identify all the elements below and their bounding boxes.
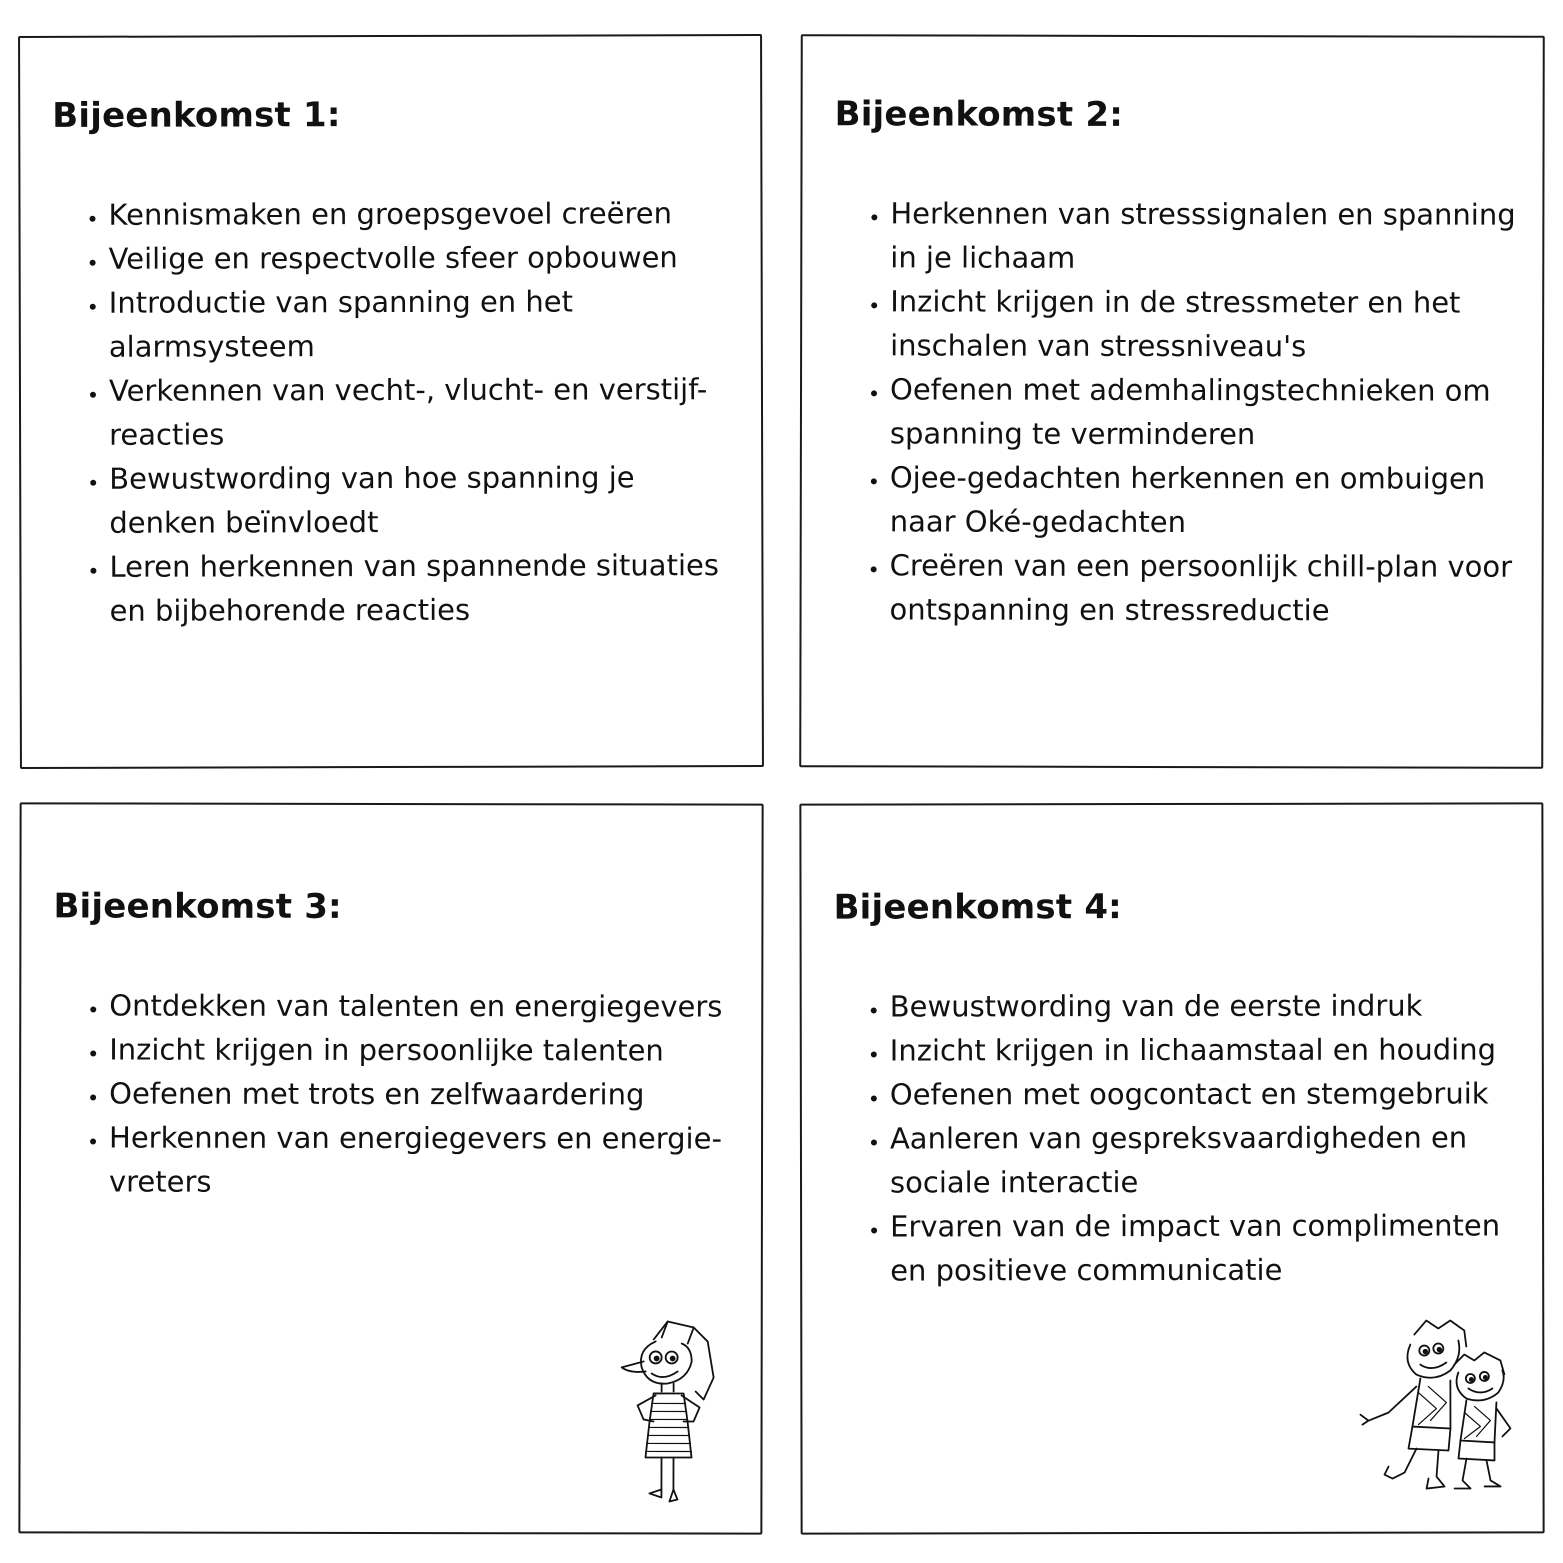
- card-title: Bijeenkomst 2:: [834, 94, 1124, 135]
- list-item: • Bewustwording van hoe spanning je denken beïnvloedt: [109, 455, 743, 545]
- list-item: • Ojee-gedachten herkennen en ombuigen naar Oké-gedachten: [890, 455, 1524, 544]
- list-item: • Inzicht krijgen in lichaamstaal en houding: [890, 1027, 1524, 1072]
- card-title: Bijeenkomst 3:: [53, 886, 342, 927]
- list-item: • Oefenen met oogcontact en stemgebruik: [890, 1071, 1524, 1116]
- card-bijeenkomst-4: [799, 802, 1544, 1534]
- two-kids-walking-cartoon-icon: [1354, 1316, 1524, 1496]
- topic-list: [834, 983, 1525, 1292]
- list-item: • Introductie van spanning en het alarmsysteem: [109, 279, 743, 369]
- card-bijeenkomst-3: [18, 802, 763, 1534]
- list-item: • Leren herkennen van spannende situaties en bijbehorende reacties: [109, 543, 743, 633]
- list-item: • Oefenen met trots en zelfwaardering: [109, 1072, 743, 1117]
- list-item: • Creëren van een persoonlijk chill-plan voor ontspanning en stressreductie: [890, 543, 1524, 632]
- list-item: • Veilige en respectvolle sfeer opbouwen: [109, 235, 743, 281]
- list-item: • Inzicht krijgen in persoonlijke talenten: [109, 1028, 743, 1073]
- list-item: • Bewustwording van de eerste indruk: [890, 983, 1524, 1028]
- list-item: • Herkennen van stresssignalen en spanning in je lichaam: [890, 191, 1524, 280]
- topic-list: [53, 983, 743, 1204]
- list-item: • Ervaren van de impact van complimenten en positieve communicatie: [890, 1203, 1524, 1292]
- card-bijeenkomst-2: [799, 34, 1545, 769]
- girl-cartoon-icon: [595, 1317, 725, 1507]
- card-title: Bijeenkomst 4:: [833, 887, 1123, 928]
- list-item: • Herkennen van energiegevers en energie-vreters: [109, 1116, 743, 1205]
- list-item: • Verkennen van vecht-, vlucht- en verstijf-reacties: [109, 367, 743, 457]
- list-item: • Aanleren van gespreksvaardigheden en sociale interactie: [890, 1115, 1524, 1204]
- list-item: • Ontdekken van talenten en energiegevers: [109, 984, 743, 1029]
- card-bijeenkomst-1: [18, 34, 764, 769]
- topic-list: [52, 191, 743, 633]
- list-item: • Kennismaken en groepsgevoel creëren: [108, 191, 742, 237]
- topic-list: [834, 191, 1525, 632]
- list-item: • Inzicht krijgen in de stressmeter en het inschalen van stressniveau's: [890, 279, 1524, 368]
- list-item: • Oefenen met ademhalingstechnieken om spanning te verminderen: [890, 367, 1524, 456]
- card-title: Bijeenkomst 1:: [52, 95, 341, 136]
